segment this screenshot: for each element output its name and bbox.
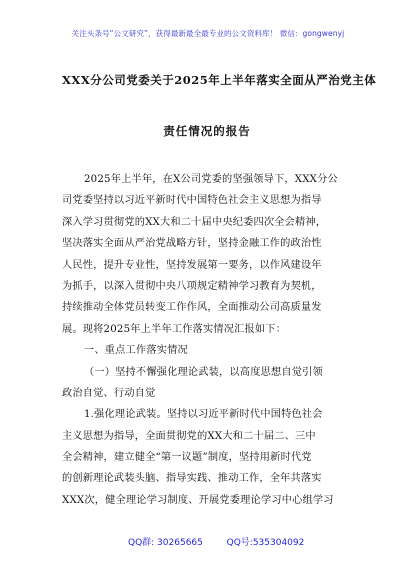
body-line: 政治自觉、行动自觉 <box>62 387 156 399</box>
body-line: 持续推动全体党员转变工作作风，全面推动公司高质量发 <box>62 302 322 314</box>
body-line: XXX次，健全理论学习制度、开展党委理论学习中心组学习 <box>62 494 334 506</box>
qq-group-number: QQ群: 30265665 <box>128 538 203 548</box>
body-line: 深入学习贯彻党的XX大和二十届中央纪委四次全会精神， <box>62 216 327 228</box>
body-line: 坚决落实全面从严治党战略方针，坚持金融工作的政治性 <box>62 238 322 250</box>
body-line: 为抓手，以深入贯彻中央八项规定精神学习教育为契机， <box>62 280 322 292</box>
body-line: 2025年上半年，在X公司党委的坚强领导下，XXX分公 <box>84 174 338 185</box>
body-line: 全会精神，建立健全“第一议题”制度，坚持用新时代党 <box>62 452 312 464</box>
body-line: 的创新理论武装头脑、指导实践、推动工作，全年共落实 <box>62 473 322 485</box>
body-line: 展。现将2025年上半年工作落实情况汇报如下： <box>62 323 287 335</box>
body-line: 人民性，提升专业性，坚持发展第一要务，以作风建设年 <box>62 259 322 271</box>
footer-contact <box>128 535 328 548</box>
header-banner: 关注头条号“公文研究”，获得最新最全最专业的公文资料库！ 微信：gongwenyj <box>71 29 345 38</box>
section-heading: 一、重点工作落实情况 <box>84 345 188 357</box>
body-line: 司党委坚持以习近平新时代中国特色社会主义思想为指导 <box>62 195 322 207</box>
document-body <box>62 169 352 511</box>
document-title-line-2: 责任情况的报告 <box>163 124 251 138</box>
body-line: 1.强化理论武装。坚持以习近平新时代中国特色社会 <box>84 409 323 421</box>
subsection-heading: （一）坚持不懈强化理论武装，以高度思想自觉引领 <box>84 366 323 378</box>
qq-number: QQ号:535304092 <box>226 538 305 548</box>
document-title-line-1: XXX分公司党委关于2025年上半年落实全面从严治党主体 <box>62 73 377 87</box>
body-line: 主义思想为指导，全面贯彻党的XX大和二十届二、三中 <box>62 430 316 442</box>
